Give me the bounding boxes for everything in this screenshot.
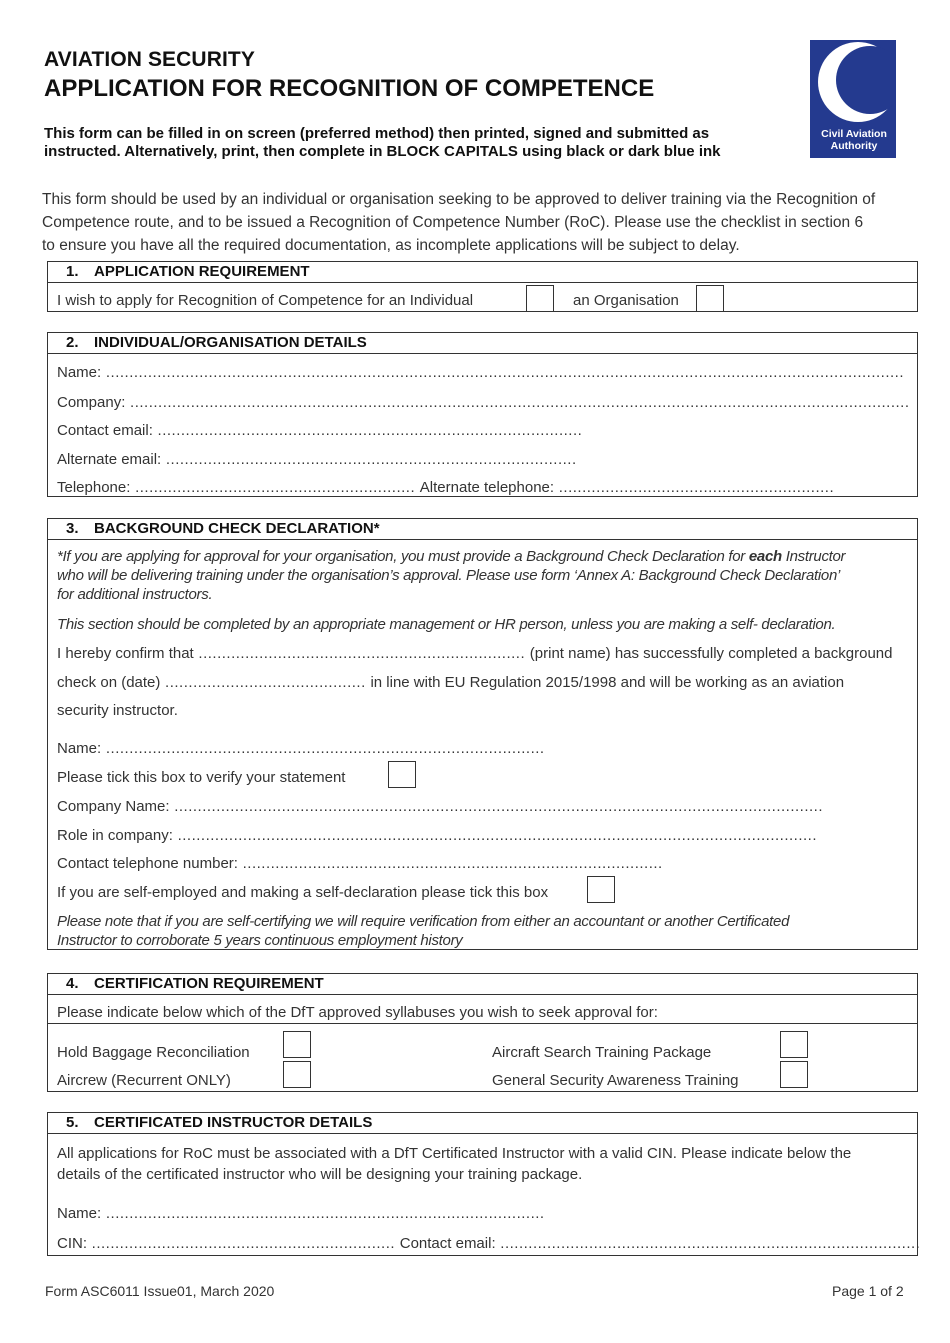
background-check-note-line-3: for additional instructors. bbox=[57, 586, 213, 603]
logo-text-line-1: Civil Aviation bbox=[821, 128, 887, 140]
alternate-email-dots: ........................................................................................ bbox=[161, 451, 577, 468]
note-emphasis-each: each bbox=[748, 548, 782, 565]
section-certification-requirement bbox=[47, 973, 918, 1092]
declarant-name-label: Name: bbox=[57, 740, 102, 757]
section-3-title: BACKGROUND CHECK DECLARATION* bbox=[94, 520, 380, 537]
section-completion-note: This section should be completed by an appropriate management or HR person, unless you are making a self- declaration. bbox=[57, 616, 836, 633]
section-1-title: APPLICATION REQUIREMENT bbox=[94, 263, 310, 280]
check-date-dots: ........................................... bbox=[160, 674, 371, 691]
header-instructions-2: instructed. Alternatively, print, then complete in BLOCK CAPITALS using black or dark blue ink bbox=[44, 143, 721, 160]
alternate-telephone-label: Alternate telephone: bbox=[419, 479, 555, 496]
section-4-divider bbox=[48, 1023, 917, 1024]
section-3-number: 3. bbox=[66, 520, 79, 537]
verify-statement-checkbox[interactable] bbox=[388, 761, 416, 788]
role-field[interactable] bbox=[57, 827, 817, 844]
intro-line-1: This form should be used by an individual or organisation seeking to be approved to deliver training via the Recognition of bbox=[42, 191, 876, 208]
section-1-header bbox=[48, 262, 917, 283]
general-security-checkbox[interactable] bbox=[780, 1061, 808, 1088]
header-title: AVIATION SECURITY bbox=[44, 48, 255, 71]
page-number: Page 1 of 2 bbox=[832, 1283, 904, 1299]
intro-line-2: Competence route, and to be issued a Recognition of Competence Number (RoC). Please use the checklist in section 6 bbox=[42, 214, 864, 231]
instructor-email-label: Contact email: bbox=[399, 1235, 496, 1252]
declarant-name-field[interactable] bbox=[57, 740, 545, 757]
instructor-intro-line-2: details of the certificated instructor who will be designing your training package. bbox=[57, 1166, 583, 1183]
self-certify-note-line-1: Please note that if you are self-certifying we will require verification from either an accountant or another Certificated bbox=[57, 913, 790, 930]
contact-email-label: Contact email: bbox=[57, 422, 153, 439]
section-application-requirement bbox=[47, 261, 918, 312]
name-dots: ........................................................................................................................................................................... bbox=[101, 364, 904, 381]
contact-email-field[interactable] bbox=[57, 422, 582, 439]
confirm-text-1a: I hereby confirm that bbox=[57, 645, 194, 662]
instructor-email-dots: .......................................................................................... bbox=[495, 1235, 921, 1252]
logo-text bbox=[813, 128, 895, 152]
section-background-check bbox=[47, 518, 918, 950]
telephone-label: Telephone: bbox=[57, 479, 131, 496]
section-2-number: 2. bbox=[66, 334, 79, 351]
section-5-title: CERTIFICATED INSTRUCTOR DETAILS bbox=[94, 1114, 373, 1131]
aircrew-checkbox[interactable] bbox=[283, 1061, 311, 1088]
telephone-field[interactable] bbox=[57, 479, 834, 496]
verify-statement-label: Please tick this box to verify your statement bbox=[57, 769, 346, 786]
form-reference: Form ASC6011 Issue01, March 2020 bbox=[45, 1283, 275, 1299]
declarant-name-dots: .............................................................................................. bbox=[101, 740, 545, 757]
confirm-text-1b: (print name) has successfully completed a background bbox=[529, 645, 893, 662]
contact-telephone-dots: .......................................................................................... bbox=[237, 855, 663, 872]
section-individual-details bbox=[47, 332, 918, 497]
background-check-note-line-1 bbox=[57, 547, 845, 566]
logo-text-line-2: Authority bbox=[830, 140, 878, 152]
instructor-name-dots: .............................................................................................. bbox=[101, 1205, 545, 1222]
organisation-label: an Organisation bbox=[573, 292, 679, 309]
cin-dots: ................................................................. bbox=[87, 1235, 400, 1252]
cin-field[interactable] bbox=[57, 1235, 920, 1252]
self-declaration-label: If you are self-employed and making a self-declaration please tick this box bbox=[57, 884, 549, 901]
telephone-dots: ............................................................ bbox=[130, 479, 420, 496]
confirm-name-field[interactable] bbox=[57, 645, 892, 662]
section-2-header bbox=[48, 333, 917, 354]
company-name-label: Company Name: bbox=[57, 798, 170, 815]
aircrew-label: Aircrew (Recurrent ONLY) bbox=[57, 1072, 231, 1089]
section-instructor-details bbox=[47, 1112, 921, 1256]
alternate-telephone-dots: ........................................................... bbox=[554, 479, 835, 496]
role-dots: ......................................................................................................................................... bbox=[172, 827, 818, 844]
header-subtitle: APPLICATION FOR RECOGNITION OF COMPETENCE bbox=[44, 75, 655, 102]
instructor-name-field[interactable] bbox=[57, 1205, 545, 1222]
background-check-note bbox=[57, 547, 845, 604]
section-4-number: 4. bbox=[66, 975, 79, 992]
section-1-number: 1. bbox=[66, 263, 79, 280]
contact-telephone-field[interactable] bbox=[57, 855, 663, 872]
individual-checkbox[interactable] bbox=[526, 285, 554, 312]
individual-label: I wish to apply for Recognition of Competence for an Individual bbox=[57, 292, 474, 309]
instructor-intro-line-1: All applications for RoC must be associated with a DfT Certificated Instructor with a valid CIN. Please indicate below the bbox=[57, 1145, 852, 1162]
cin-label: CIN: bbox=[57, 1235, 87, 1252]
self-certify-note bbox=[57, 912, 789, 950]
section-5-header bbox=[48, 1113, 917, 1134]
confirm-text-2a: check on (date) bbox=[57, 674, 161, 691]
section-4-header bbox=[48, 974, 917, 995]
self-certify-note-line-2: Instructor to corroborate 5 years continuous employment history bbox=[57, 932, 463, 949]
hold-baggage-checkbox[interactable] bbox=[283, 1031, 311, 1058]
name-field[interactable] bbox=[57, 364, 904, 381]
confirm-text-2b: in line with EU Regulation 2015/1998 and will be working as an aviation bbox=[370, 674, 845, 691]
aircraft-search-label: Aircraft Search Training Package bbox=[492, 1044, 712, 1061]
company-label: Company: bbox=[57, 394, 126, 411]
general-security-label: General Security Awareness Training bbox=[492, 1072, 739, 1089]
self-declaration-checkbox[interactable] bbox=[587, 876, 615, 903]
section-3-header bbox=[48, 519, 917, 540]
section-2-title: INDIVIDUAL/ORGANISATION DETAILS bbox=[94, 334, 367, 351]
company-dots: ....................................................................................................................................................................... bbox=[125, 394, 910, 411]
name-label: Name: bbox=[57, 364, 102, 381]
alternate-email-label: Alternate email: bbox=[57, 451, 162, 468]
check-date-field[interactable] bbox=[57, 674, 844, 691]
background-check-note-line-2: who will be delivering training under the organisation’s approval. Please use form ‘Annex A: Background Check Declaration’ bbox=[57, 567, 841, 584]
hold-baggage-label: Hold Baggage Reconciliation bbox=[57, 1044, 250, 1061]
aircraft-search-checkbox[interactable] bbox=[780, 1031, 808, 1058]
contact-email-dots: ........................................................................................... bbox=[152, 422, 583, 439]
role-label: Role in company: bbox=[57, 827, 173, 844]
syllabus-intro: Please indicate below which of the DfT approved syllabuses you wish to seek approval for: bbox=[57, 1004, 658, 1021]
confirm-text-3: security instructor. bbox=[57, 702, 178, 719]
company-name-field[interactable] bbox=[57, 798, 823, 815]
section-5-number: 5. bbox=[66, 1114, 79, 1131]
note-text-1c: Instructor bbox=[781, 548, 846, 565]
section-4-title: CERTIFICATION REQUIREMENT bbox=[94, 975, 324, 992]
instructor-name-label: Name: bbox=[57, 1205, 102, 1222]
intro-paragraph bbox=[42, 188, 875, 257]
confirm-name-dots: ...................................................................... bbox=[193, 645, 530, 662]
note-text-1a: *If you are applying for approval for your organisation, you must provide a Background Check Declaration for bbox=[57, 548, 749, 565]
caa-logo bbox=[810, 40, 896, 158]
alternate-email-field[interactable] bbox=[57, 451, 577, 468]
header-instructions-1: This form can be filled in on screen (preferred method) then printed, signed and submitted as bbox=[44, 125, 710, 142]
company-name-dots: ........................................................................................................................................... bbox=[169, 798, 823, 815]
intro-line-3: to ensure you have all the required documentation, as incomplete applications will be subject to delay. bbox=[42, 237, 740, 254]
instructor-intro bbox=[57, 1143, 851, 1185]
company-field[interactable] bbox=[57, 394, 910, 411]
contact-telephone-label: Contact telephone number: bbox=[57, 855, 238, 872]
organisation-checkbox[interactable] bbox=[696, 285, 724, 312]
